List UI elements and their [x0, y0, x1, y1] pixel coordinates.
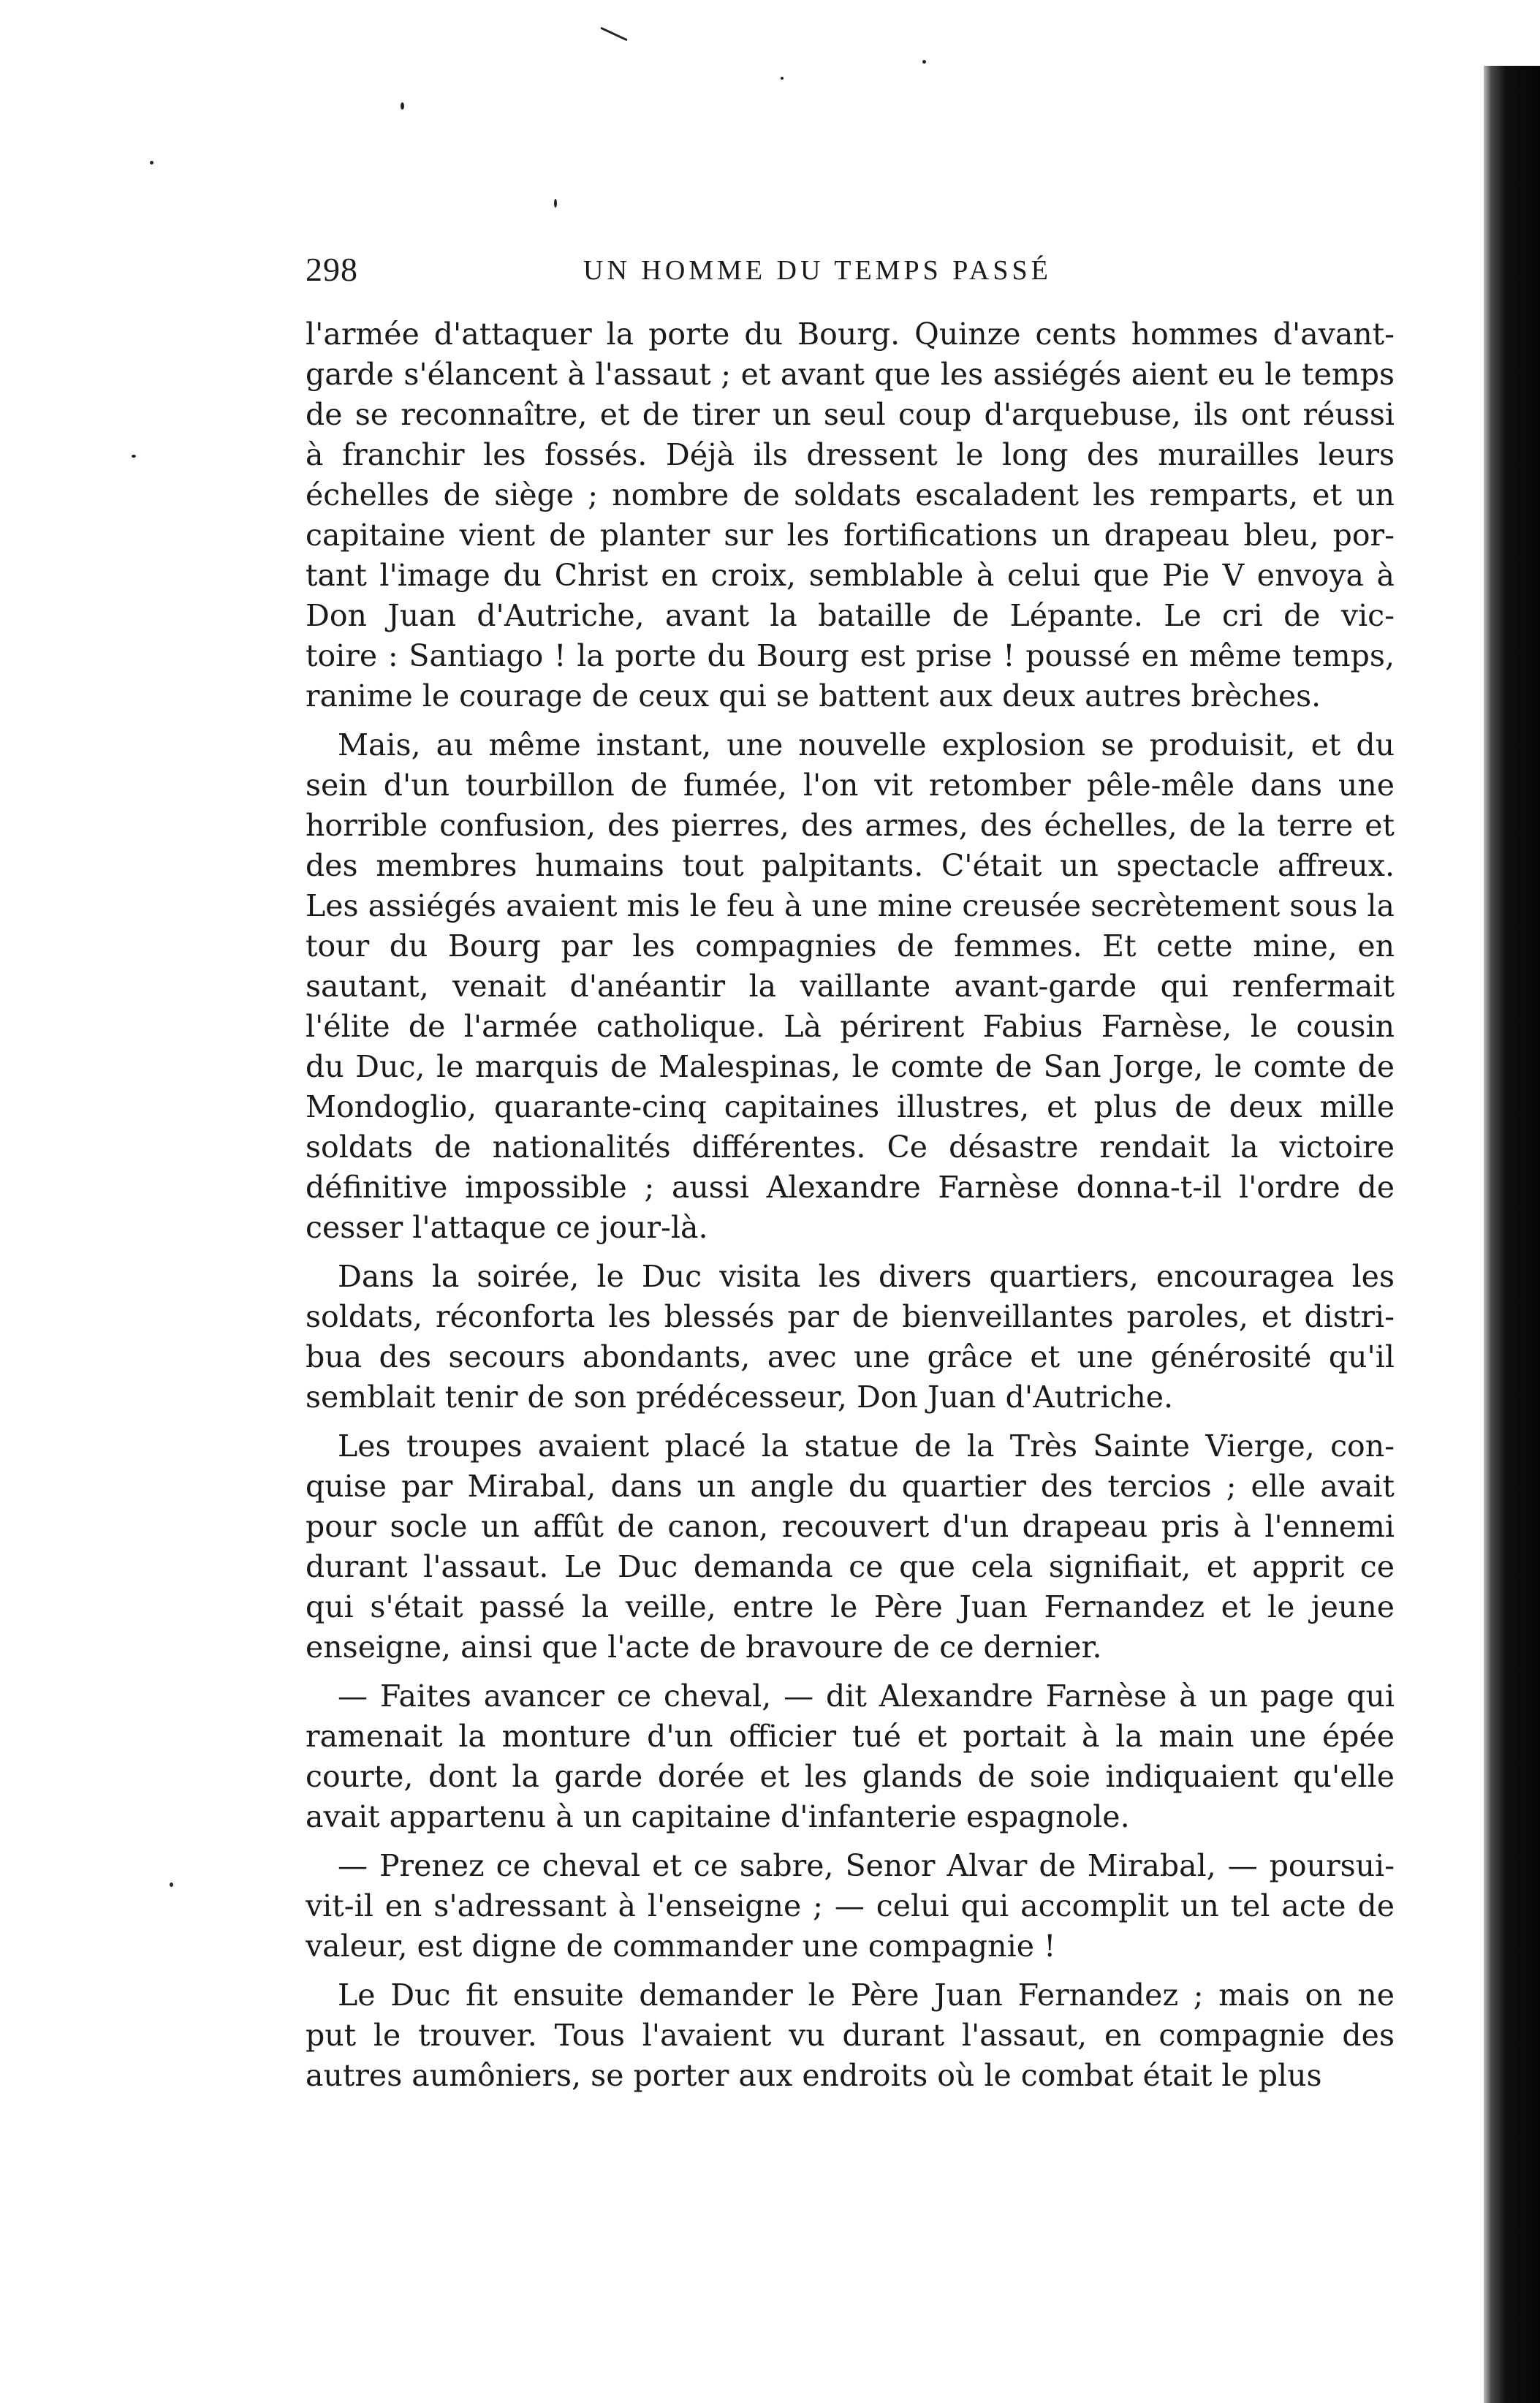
text-line: garde s'élancent à l'assaut ; et avant que les assiégés aient eu le temps	[306, 357, 1395, 392]
text-line: définitive impossible ; aussi Alexandre Farnèse donna-t-il l'ordre de	[306, 1170, 1395, 1205]
text-line: durant l'assaut. Le Duc demanda ce que cela signifiait, et apprit ce	[306, 1549, 1395, 1584]
scan-speck	[600, 27, 628, 42]
body-text	[306, 314, 1395, 2096]
text-line: put le trouver. Tous l'avaient vu durant l'assaut, en compagnie des	[306, 2018, 1395, 2053]
text-line: de se reconnaître, et de tirer un seul coup d'arquebuse, ils ont réussi	[306, 397, 1395, 432]
text-line: tant l'image du Christ en croix, semblable à celui que Pie V envoya à	[306, 558, 1395, 593]
text-line: horrible confusion, des pierres, des armes, des échelles, de la terre et	[306, 808, 1395, 843]
scan-speck	[170, 1882, 173, 1887]
scanned-binding-edge	[1484, 66, 1540, 2403]
text-line: soldats, réconforta les blessés par de bienveillantes paroles, et distri-	[306, 1299, 1395, 1334]
paragraph-gap	[306, 1418, 1395, 1426]
text-line: qui s'était passé la veille, entre le Père Juan Fernandez et le jeune	[306, 1589, 1395, 1624]
text-line: ramenait la monture d'un officier tué et portait à la main une épée	[306, 1719, 1395, 1754]
text-line: ranime le courage de ceux qui se battent aux deux autres brèches.	[306, 678, 1321, 714]
scan-speck	[922, 60, 926, 64]
paragraph	[306, 1426, 1395, 1668]
text-line: soldats de nationalités différentes. Ce désastre rendait la victoire	[306, 1129, 1395, 1165]
text-line: Don Juan d'Autriche, avant la bataille de Lépante. Le cri de vic-	[306, 598, 1395, 633]
text-line: l'élite de l'armée catholique. Là périrent Fabius Farnèse, le cousin	[306, 1009, 1395, 1044]
text-line: des membres humains tout palpitants. C'était un spectacle affreux.	[306, 848, 1395, 883]
text-line: — Prenez ce cheval et ce sabre, Senor Alvar de Mirabal, — poursui-	[338, 1848, 1395, 1883]
text-line: semblait tenir de son prédécesseur, Don Juan d'Autriche.	[306, 1380, 1174, 1415]
page-number: 298	[306, 251, 358, 288]
text-line: sautant, venait d'anéantir la vaillante avant-garde qui renfermait	[306, 969, 1395, 1004]
text-line: Dans la soirée, le Duc visita les divers quartiers, encouragea les	[338, 1259, 1395, 1294]
text-line: capitaine vient de planter sur les fortifications un drapeau bleu, por-	[306, 518, 1395, 553]
text-line: — Faites avancer ce cheval, — dit Alexandre Farnèse à un page qui	[338, 1679, 1395, 1714]
text-line: vit-il en s'adressant à l'enseigne ; — celui qui accomplit un tel acte de	[306, 1888, 1395, 1923]
paragraph-gap	[306, 1248, 1395, 1257]
text-line: cesser l'attaque ce jour-là.	[306, 1210, 708, 1245]
text-line: Mais, au même instant, une nouvelle explosion se produisit, et du	[338, 727, 1395, 762]
paragraph	[306, 1676, 1395, 1837]
paragraph-gap	[306, 1967, 1395, 1975]
paragraph-gap	[306, 1837, 1395, 1846]
scan-speck	[401, 102, 404, 110]
text-line: tour du Bourg par les compagnies de femmes. Et cette mine, en	[306, 928, 1395, 964]
text-line: l'armée d'attaquer la porte du Bourg. Quinze cents hommes d'avant-	[306, 317, 1395, 352]
text-line: autres aumôniers, se porter aux endroits où le combat était le plus	[306, 2058, 1322, 2093]
text-line: enseigne, ainsi que l'acte de bravoure de ce dernier.	[306, 1630, 1102, 1665]
text-line: Les troupes avaient placé la statue de la Très Sainte Vierge, con-	[338, 1428, 1395, 1464]
text-line: pour socle un affût de canon, recouvert d'un drapeau pris à l'ennemi	[306, 1509, 1395, 1544]
text-line: à franchir les fossés. Déjà ils dressent le long des murailles leurs	[306, 437, 1395, 472]
running-title: UN HOMME DU TEMPS PASSÉ	[583, 255, 1052, 286]
paragraph	[306, 1846, 1395, 1967]
text-line: bua des secours abondants, avec une grâce et une générosité qu'il	[306, 1339, 1395, 1374]
text-line: Les assiégés avaient mis le feu à une mine creusée secrètement sous la	[306, 888, 1395, 923]
running-head	[306, 250, 1168, 294]
scan-speck	[132, 455, 136, 458]
scan-speck	[554, 199, 557, 208]
text-line: quise par Mirabal, dans un angle du quartier des tercios ; elle avait	[306, 1469, 1395, 1504]
paragraph	[306, 1975, 1395, 2096]
text-line: du Duc, le marquis de Malespinas, le comte de San Jorge, le comte de	[306, 1049, 1395, 1084]
paragraph	[306, 725, 1395, 1248]
text-line: échelles de siège ; nombre de soldats escaladent les remparts, et un	[306, 477, 1395, 512]
text-line: valeur, est digne de commander une compagnie !	[306, 1929, 1056, 1964]
scan-speck	[781, 77, 784, 80]
text-line: Mondoglio, quarante-cinq capitaines illustres, et plus de deux mille	[306, 1089, 1395, 1124]
paragraph	[306, 1257, 1395, 1418]
paragraph-gap	[306, 1668, 1395, 1676]
paragraph-gap	[306, 716, 1395, 725]
text-line: Le Duc fit ensuite demander le Père Juan Fernandez ; mais on ne	[338, 1978, 1395, 2013]
text-line: avait appartenu à un capitaine d'infanterie espagnole.	[306, 1799, 1130, 1834]
text-line: toire : Santiago ! la porte du Bourg est prise ! poussé en même temps,	[306, 638, 1395, 673]
text-line: sein d'un tourbillon de fumée, l'on vit retomber pêle-mêle dans une	[306, 768, 1395, 803]
text-line: courte, dont la garde dorée et les glands de soie indiquaient qu'elle	[306, 1759, 1395, 1794]
scan-speck	[150, 161, 153, 164]
paragraph	[306, 314, 1395, 716]
